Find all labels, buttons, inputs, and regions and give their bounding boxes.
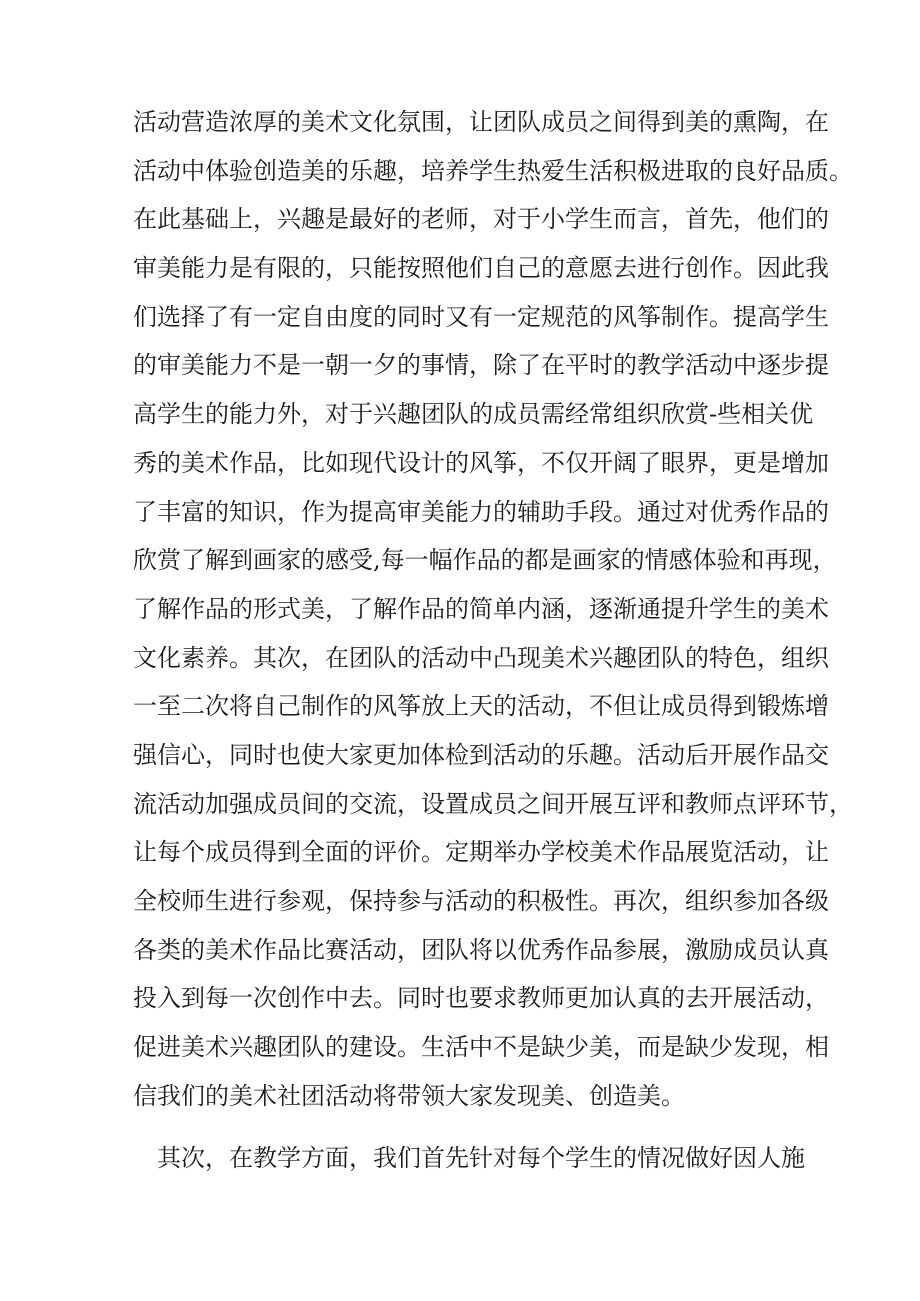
text-line: 一至二次将自己制作的风筝放上天的活动，不但让成员得到锻炼增 bbox=[133, 692, 829, 721]
text-line: 欣赏了解到画家的感受,每一幅作品的都是画家的情感体验和再现， bbox=[133, 546, 837, 575]
paragraph-2 bbox=[133, 1134, 853, 1183]
text-line: 全校师生进行参观，保持参与活动的积极性。再次，组织参加各级 bbox=[133, 887, 829, 915]
text-line: 投入到每一次创作中去。同时也要求教师更加认真的去开展活动， bbox=[133, 984, 829, 1013]
text-line: 其次，在教学方面，我们首先针对每个学生的情况做好因人施 bbox=[133, 1144, 805, 1172]
text-line: 促进美术兴趣团队的建设。生活中不是缺少美，而是缺少发现，相 bbox=[133, 1033, 829, 1062]
text-line: 各类的美术作品比赛活动，团队将以优秀作品参展，激励成员认真 bbox=[133, 935, 829, 964]
text-line: 秀的美术作品，比如现代设计的风筝，不仅开阔了眼界，更是增加 bbox=[133, 448, 829, 477]
text-line: 活动营造浓厚的美术文化氛围，让团队成员之间得到美的熏陶，在 bbox=[133, 108, 829, 136]
text-line: 让每个成员得到全面的评价。定期举办学校美术作品展览活动，让 bbox=[133, 838, 829, 867]
text-line: 了丰富的知识，作为提高审美能力的辅助手段。通过对优秀作品的 bbox=[133, 497, 829, 526]
text-line: 活动中体验创造美的乐趣，培养学生热爱生活积极进取的良好品质。 bbox=[133, 156, 853, 185]
text-line: 的审美能力不是一朝一夕的事情，除了在平时的教学活动中逐步提 bbox=[133, 351, 829, 380]
paragraph-1 bbox=[133, 98, 853, 1120]
text-line: 高学生的能力外，对于兴趣团队的成员需经常组织欣赏-些相关优 bbox=[133, 400, 814, 429]
text-line: 流活动加强成员间的交流，设置成员之间开展互评和教师点评环节， bbox=[133, 789, 853, 818]
text-line: 强信心，同时也使大家更加体检到活动的乐趣。活动后开展作品交 bbox=[133, 740, 829, 769]
text-line: 信我们的美术社团活动将带领大家发现美、创造美。 bbox=[133, 1081, 685, 1110]
text-line: 了解作品的形式美，了解作品的简单内涵，逐渐通提升学生的美术 bbox=[133, 594, 829, 623]
text-line: 审美能力是有限的，只能按照他们自己的意愿去进行创作。因此我 bbox=[133, 254, 829, 283]
text-line: 文化素养。其次，在团队的活动中凸现美术兴趣团队的特色，组织 bbox=[133, 643, 829, 672]
text-line: 们选择了有一定自由度的同时又有一定规范的风筝制作。提高学生 bbox=[133, 302, 829, 331]
text-line: 在此基础上，兴趣是最好的老师，对于小学生而言，首先，他们的 bbox=[133, 205, 829, 234]
